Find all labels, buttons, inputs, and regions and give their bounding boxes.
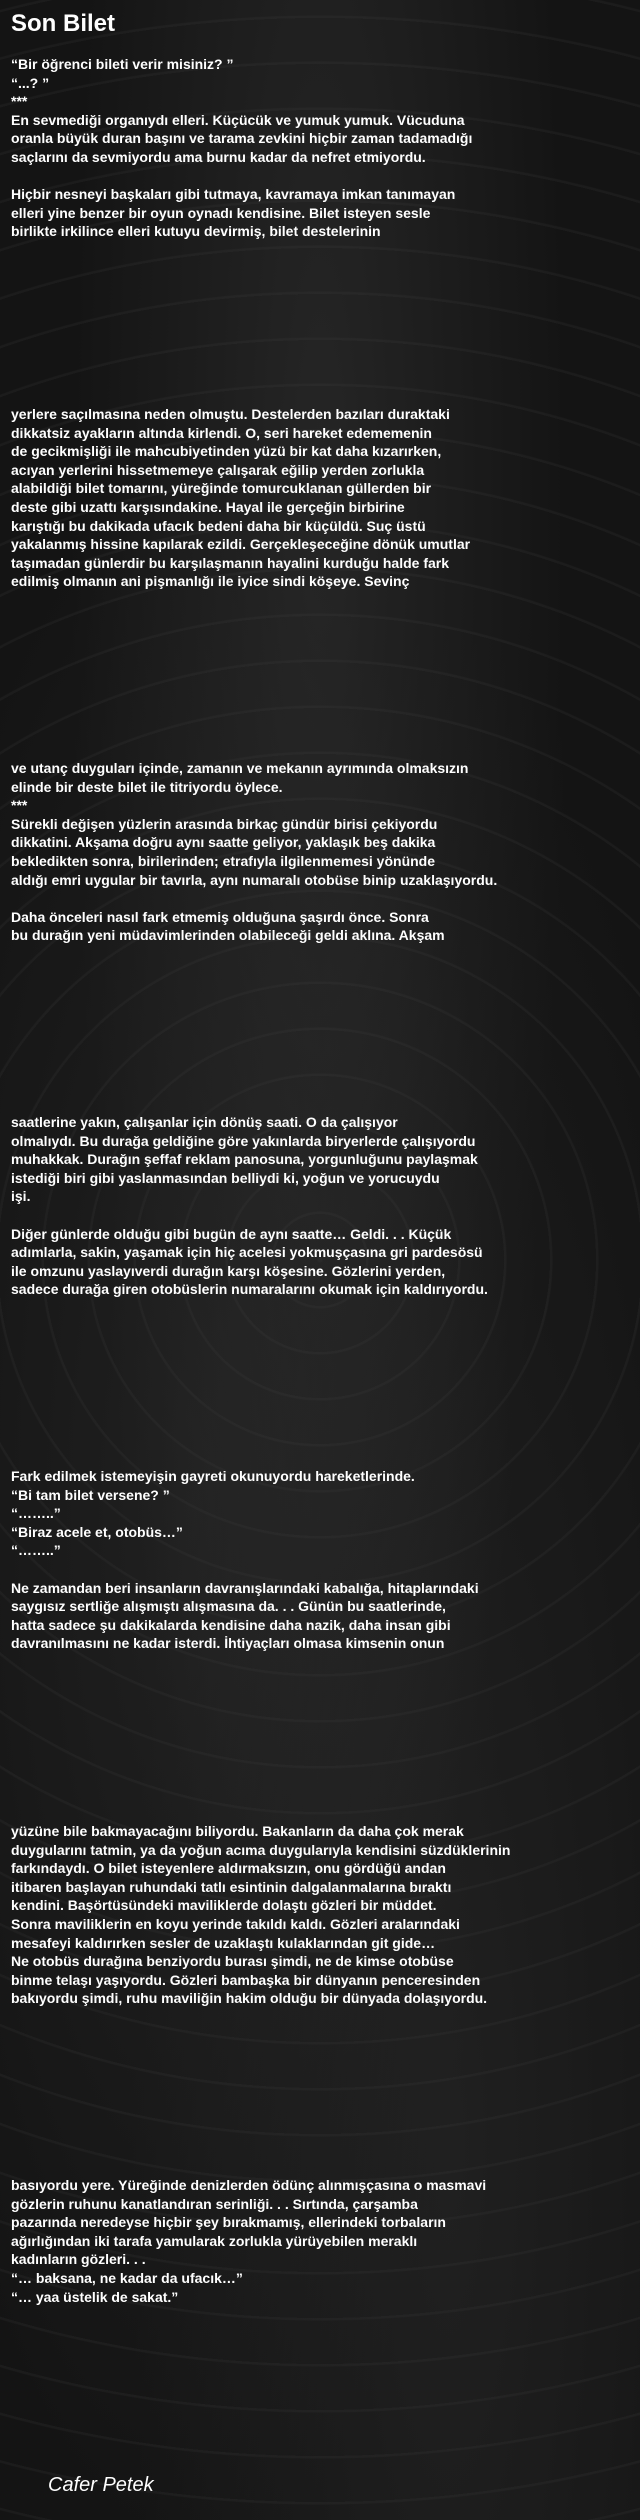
text-block-4 <box>11 1113 639 1299</box>
text-line <box>11 167 639 186</box>
text-line: karıştığı bu dakikada ufacık bedeni daha bir küçüldü. Suç üstü <box>11 517 426 534</box>
text-line: Daha önceleri nasıl fark etmemiş olduğuna şaşırdı önce. Sonra <box>11 908 429 925</box>
text-line: saatlerine yakın, çalışanlar için dönüş saati. O da çalışıyor <box>11 1114 398 1130</box>
text-line: dikkatini. Akşama doğru aynı saatte geliyor, yaklaşık beş dakika <box>11 834 436 851</box>
text-line: ve utanç duyguları içinde, zamanın ve mekanın ayrımında olmaksızın <box>11 760 469 776</box>
text-line: Sonra maviliklerin en koyu yerinde takıldı kaldı. Gözleri aralarındaki <box>11 1915 460 1932</box>
text-line <box>11 1560 639 1579</box>
text-line: olmalıydı. Bu durağa geldiğine göre yakınlarda biryerlerde çalışıyordu <box>11 1132 476 1149</box>
author-name: Cafer Petek <box>48 2474 154 2496</box>
text-line: binme telaşı yaşıyordu. Gözleri bambaşka bir dünyanın penceresinden <box>11 1971 481 1988</box>
text-line: oranla büyük duran başını ve tarama zevkini hiçbir zaman tadamadığı <box>11 130 473 147</box>
text-line: elleri yine benzer bir oyun oynadı kendisine. Bilet isteyen sesle <box>11 204 431 221</box>
text-line: davranılmasını ne kadar isterdi. İhtiyaçları olmasa kimsenin onun <box>11 1635 445 1652</box>
text-line: ile omzunu yaslayıverdi durağın karşı köşesine. Gözlerini yerden, <box>11 1262 446 1279</box>
text-line: kendini. Başörtüsündeki maviliklerde dolaştı gözleri bir müddet. <box>11 1897 437 1914</box>
text-line <box>11 1206 639 1225</box>
text-line: Fark edilmek istemeyişin gayreti okunuyordu hareketlerinde. <box>11 1468 415 1484</box>
text-block-5 <box>11 1467 639 1653</box>
text-line: “Bi tam bilet versene? ” <box>11 1486 170 1503</box>
text-line: “Bir öğrenci bileti verir misiniz? ” <box>11 56 234 72</box>
text-line: pazarında neredeyse hiçbir şey bırakmamış, ellerindeki torbaların <box>11 2214 446 2231</box>
text-line: Hiçbir nesneyi başkaları gibi tutmaya, kavramaya imkan tanımayan <box>11 186 456 203</box>
text-block-2 <box>11 405 639 591</box>
text-line: dikkatsiz ayakların altında kirlendi. O, seri hareket edememenin <box>11 424 432 441</box>
text-line: istediği biri gibi yaslanmasından belliydi ki, yoğun ve yorucuydu <box>11 1169 440 1186</box>
text-line: adımlarla, sakin, yaşamak için hiç acelesi yokmuşçasına gri pardesösü <box>11 1244 483 1261</box>
page-title: Son Bilet <box>11 10 116 37</box>
text-line: “… yaa üstelik de sakat.” <box>11 2288 179 2305</box>
text-block-3 <box>11 759 639 945</box>
text-line: bu durağın yeni müdavimlerinden olabileceği geldi aklına. Akşam <box>11 927 445 944</box>
text-line: birlikte irkilince elleri kutuyu devirmiş, bilet destelerinin <box>11 223 381 240</box>
text-line: sadece durağa giren otobüslerin numaralarını okumak için kaldırıyordu. <box>11 1281 488 1298</box>
text-line: basıyordu yere. Yüreğinde denizlerden ödünç alınmışçasına o masmavi <box>11 2177 487 2193</box>
text-block-7 <box>11 2176 639 2306</box>
text-block-6 <box>11 1822 639 2008</box>
text-line: saygısız sertliğe alışmıştı alışmasına da. . . Günün bu saatlerinde, <box>11 1598 446 1615</box>
text-line: edilmiş olmanın ani pişmanlığı ile iyice sindi köşeye. Sevinç <box>11 573 410 590</box>
text-line: alabildiği bilet tomarını, yüreğinde tomurcuklanan güllerden bir <box>11 480 432 497</box>
text-line: “Biraz acele et, otobüs…” <box>11 1523 183 1540</box>
text-line: yakalanmış hissine kapılarak ezildi. Gerçekleşeceğine dönük umutlar <box>11 536 471 553</box>
text-line: aldığı emri uygular bir tavırla, aynı numaralı otobüse binip uzaklaşıyordu. <box>11 871 498 888</box>
text-line: “……..” <box>11 1542 61 1559</box>
text-line: “… baksana, ne kadar da ufacık…” <box>11 2269 243 2286</box>
text-line: itibaren başlayan ruhundaki tatlı esintinin dalgalanmalarına bıraktı <box>11 1878 452 1895</box>
text-line: farkındaydı. O bilet isteyenlere aldırmaksızın, onu gördüğü andan <box>11 1860 446 1877</box>
text-line: *** <box>11 797 28 814</box>
text-line: gözlerin ruhunu kanatlandıran serinliği. . . Sırtında, çarşamba <box>11 2195 418 2212</box>
text-line <box>11 889 639 908</box>
text-line: bakıyordu şimdi, ruhu maviliğin hakim olduğu bir dünyada dolaşıyordu. <box>11 1990 488 2007</box>
text-line: taşımadan günlerdir bu karşılaşmanın hayalini kurduğu halde fark <box>11 554 450 571</box>
text-line: bekledikten sonra, birilerinden; etrafıyla ilgilenmemesi yönünde <box>11 852 436 869</box>
text-line: *** <box>11 93 28 110</box>
text-line: yerlere saçılmasına neden olmuştu. Destelerden bazıları duraktaki <box>11 406 450 422</box>
text-line: kadınların gözleri. . . <box>11 2251 146 2268</box>
text-line: duygularını tatmin, ya da yoğun acıma duygularıyla kendisini süzdüklerinin <box>11 1841 511 1858</box>
text-line: Sürekli değişen yüzlerin arasında birkaç gündür birisi çekiyordu <box>11 815 438 832</box>
text-line: “……..” <box>11 1505 61 1522</box>
text-line: Ne zamandan beri insanların davranışlarındaki kabalığa, hitaplarındaki <box>11 1579 479 1596</box>
text-line: Diğer günlerde olduğu gibi bugün de aynı saatte… Geldi. . . Küçük <box>11 1225 452 1242</box>
text-line: yüzüne bile bakmayacağını biliyordu. Bakanların da daha çok merak <box>11 1823 464 1839</box>
text-block-1 <box>11 55 639 241</box>
text-line: acıyan yerlerini hissetmemeye çalışarak eğilip yerden zorlukla <box>11 461 425 478</box>
text-line: ağırlığından iki tarafa yamularak zorlukla yürüyebilen meraklı <box>11 2232 418 2249</box>
text-line: En sevmediği organıydı elleri. Küçücük ve yumuk yumuk. Vücuduna <box>11 111 465 128</box>
text-line: Ne otobüs durağına benziyordu burası şimdi, ne de kimse otobüse <box>11 1953 454 1970</box>
text-line: elinde bir deste bilet ile titriyordu öylece. <box>11 778 283 795</box>
text-line: hatta sadece şu dakikalarda kendisine daha nazik, daha insan gibi <box>11 1616 451 1633</box>
text-line: saçlarını da sevmiyordu ama burnu kadar da nefret etmiyordu. <box>11 148 426 165</box>
text-line: deste gibi uzattı karşısındakine. Hayal ile gerçeğin birbirine <box>11 498 405 515</box>
text-line: de gecikmişliği ile mahcubiyetinden yüzü bir kat daha kızarırken, <box>11 443 442 460</box>
text-line: muhakkak. Durağın şeffaf reklam panosuna, yorgunluğunu paylaşmak <box>11 1151 478 1168</box>
text-line: mesafeyi kaldırırken sesler de uzaklaştı kulaklarından git gide… <box>11 1934 436 1951</box>
text-line: “...? ” <box>11 74 50 91</box>
text-line: işi. <box>11 1188 31 1205</box>
